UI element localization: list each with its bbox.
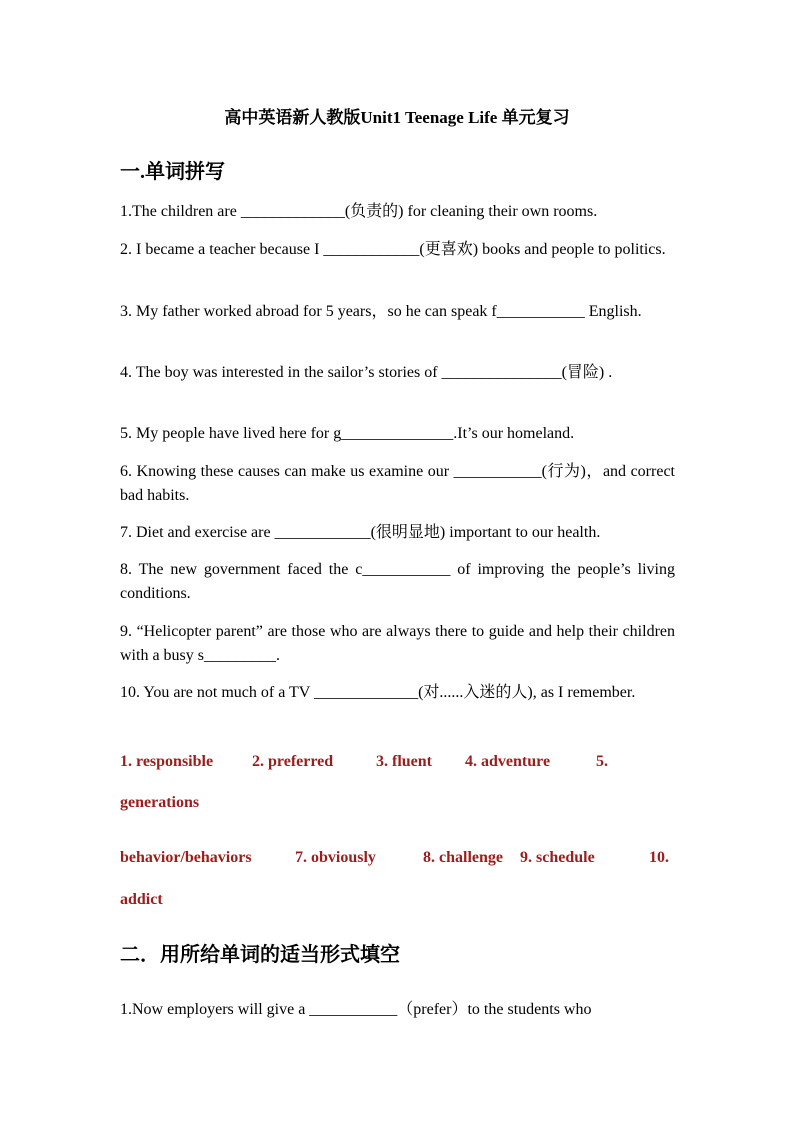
answer-7: 7. obviously bbox=[295, 849, 376, 866]
word-form-question-1: 1.Now employers will give a ___________（prefer）to the students who bbox=[120, 1001, 592, 1018]
answer-8: 8. challenge bbox=[423, 849, 503, 866]
question-8: 8. The new government faced the c___________ of improving the people’s living conditions. bbox=[120, 561, 675, 602]
document-title: 高中英语新人教版Unit1 Teenage Life 单元复习 bbox=[224, 108, 570, 127]
question-7: 7. Diet and exercise are ____________(很明显地) important to our health. bbox=[120, 524, 601, 541]
answer-6: behavior/behaviors bbox=[120, 849, 252, 866]
answer-4: 4. adventure bbox=[465, 753, 551, 770]
answer-10-number: 10. bbox=[649, 849, 669, 866]
question-5: 5. My people have lived here for g______________.It’s our homeland. bbox=[120, 425, 575, 442]
question-6: 6. Knowing these causes can make us examine our ___________(行为)，and correct bad habits. bbox=[120, 463, 675, 504]
section-heading-spelling: 一.单词拼写 bbox=[120, 161, 225, 183]
answer-3: 3. fluent bbox=[376, 753, 432, 770]
answer-key bbox=[120, 751, 675, 911]
answer-1: 1. responsible bbox=[120, 753, 214, 770]
question-10: 10. You are not much of a TV _____________(对......入迷的人), as I remember. bbox=[120, 684, 636, 701]
answer-5-number: 5. bbox=[596, 753, 608, 770]
question-4: 4. The boy was interested in the sailor’s stories of _______________(冒险) . bbox=[120, 364, 613, 381]
question-2: 2. I became a teacher because I ____________(更喜欢) books and people to politics. bbox=[120, 241, 666, 258]
question-1: 1.The children are _____________(负责的) for cleaning their own rooms. bbox=[120, 203, 598, 220]
section-heading-word-forms: 二．用所给单词的适当形式填空 bbox=[120, 944, 400, 966]
question-9: 9. “Helicopter parent” are those who are always there to guide and help their children with a busy s_________. bbox=[120, 623, 675, 664]
question-3: 3. My father worked abroad for 5 years，so he can speak f___________ English. bbox=[120, 303, 642, 320]
answer-2: 2. preferred bbox=[252, 753, 334, 770]
answer-10: addict bbox=[120, 891, 163, 908]
answer-5: generations bbox=[120, 794, 200, 811]
answer-9: 9. schedule bbox=[520, 849, 595, 866]
